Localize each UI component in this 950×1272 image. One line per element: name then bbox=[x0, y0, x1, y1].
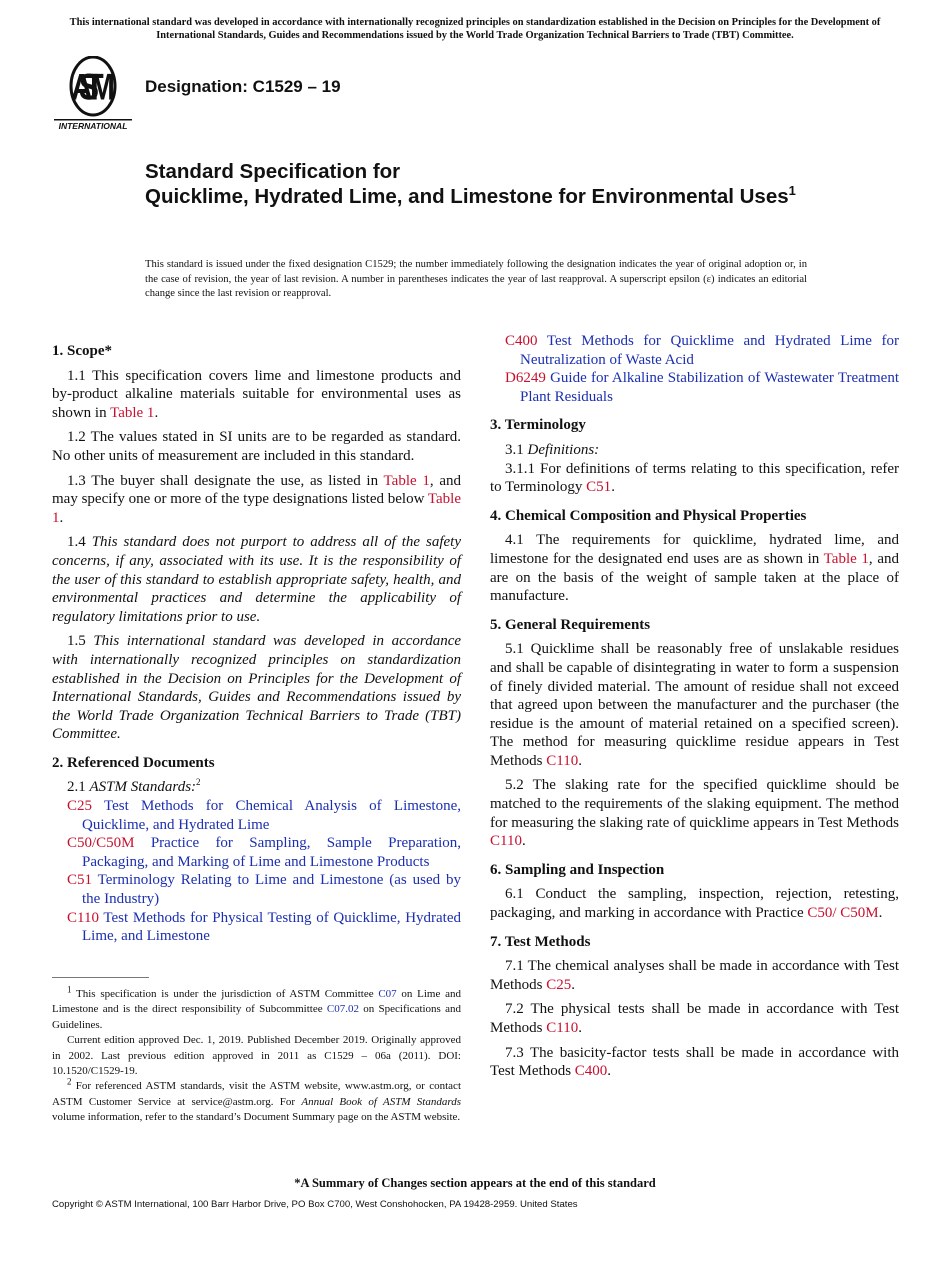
paragraph bbox=[490, 531, 899, 605]
text: This specification is under the jurisdiction of ASTM Committee bbox=[71, 988, 379, 1000]
title-line-2: Quicklime, Hydrated Lime, and Limestone for Environmental Uses bbox=[145, 185, 789, 208]
section-heading bbox=[490, 933, 899, 952]
footnote-rule bbox=[52, 977, 149, 978]
text: For referenced ASTM standards, visit the ASTM website, www.astm.org, or contact ASTM Customer Service at service@astm.org. For bbox=[52, 1080, 461, 1108]
text: volume information, refer to the standard’s Document Summary page on the ASTM website. bbox=[52, 1111, 461, 1124]
referenced-document bbox=[505, 369, 899, 406]
text: 1.3 The buyer shall designate the use, as listed in bbox=[67, 472, 384, 489]
footnote-mark: 1 bbox=[67, 984, 72, 995]
text: 6.1 Conduct the sampling, inspection, rejection, retesting, packaging, and marking in accordance with Practice bbox=[490, 886, 899, 922]
text: This international standard was developed in accordance with internationally recognized principles on standardization established in the Decision on Principles for the Development of International Standards, Guides and Recommendations issued by the World Trade Organization Technical Barriers to Trade (TBT) Committee. bbox=[52, 633, 462, 743]
reference-link[interactable]: C07 bbox=[378, 988, 397, 1000]
text: 7.1 The chemical analyses shall be made in accordance with Test Methods bbox=[490, 958, 899, 993]
reference-link[interactable]: C25 bbox=[546, 976, 572, 993]
copyright: Copyright © ASTM International, 100 Barr Harbor Drive, PO Box C700, West Conshohocken, PA 19428-2959. United States bbox=[52, 1199, 578, 1210]
text: Definitions: bbox=[527, 441, 600, 458]
text: 1.1 This specification covers lime and limestone products and by-product alkaline materials suitable for environmental uses as shown in bbox=[52, 367, 461, 421]
reference-link[interactable]: C51 bbox=[586, 479, 612, 496]
text: . bbox=[521, 833, 526, 850]
paragraph bbox=[52, 472, 461, 528]
referenced-document bbox=[505, 332, 899, 369]
text: 5.1 Quicklime shall be reasonably free of unslakable residues and shall be capable of disintegrating in water to form a suspension of finely divided material. The amount of residue shall not exceed that agreed upon between the manufacturer and the purchaser (the residue is the amount of material retained on a specified screen). The method for measuring quicklime residue appears in Test Methods bbox=[490, 641, 899, 769]
paragraph bbox=[52, 632, 461, 744]
text: 1.5 bbox=[67, 633, 94, 650]
paragraph bbox=[52, 367, 461, 423]
text: 7.2 The physical tests shall be made in accordance with Test Methods bbox=[490, 1001, 899, 1036]
text: 5. General Requirements bbox=[490, 616, 651, 633]
svg-text:ASTM: ASTM bbox=[71, 66, 115, 109]
text: . bbox=[571, 976, 576, 993]
svg-text:INTERNATIONAL: INTERNATIONAL bbox=[58, 121, 128, 131]
right-column bbox=[490, 332, 899, 1087]
reference-link[interactable]: C400 bbox=[505, 333, 538, 349]
text: 3. Terminology bbox=[490, 417, 586, 434]
section-heading bbox=[490, 507, 899, 526]
paragraph bbox=[490, 1044, 899, 1081]
paragraph bbox=[490, 957, 899, 994]
footnote-mark: 2 bbox=[67, 1076, 72, 1087]
paragraph bbox=[490, 776, 899, 850]
text: 4. Chemical Composition and Physical Properties bbox=[490, 507, 807, 524]
paragraph bbox=[52, 1076, 461, 1125]
section-heading bbox=[52, 342, 461, 361]
text: 7. Test Methods bbox=[490, 933, 591, 950]
reference-link[interactable]: D6249 bbox=[505, 370, 546, 387]
section-heading bbox=[490, 416, 899, 435]
reference-link[interactable]: C07.02 bbox=[326, 1003, 359, 1016]
paragraph bbox=[52, 778, 461, 797]
reference-link[interactable]: Test Methods for Chemical Analysis of Limestone, Quicklime, and Hydrated Lime bbox=[82, 798, 461, 833]
reference-link[interactable]: Table 1 bbox=[823, 550, 869, 567]
paragraph bbox=[490, 885, 899, 922]
text: . bbox=[578, 1020, 582, 1036]
left-column bbox=[52, 332, 461, 946]
reference-link[interactable]: C110 bbox=[546, 1020, 579, 1036]
paragraph bbox=[52, 533, 461, 626]
text: 2.1 bbox=[67, 779, 90, 796]
document-title bbox=[145, 159, 845, 209]
text: . bbox=[578, 752, 582, 769]
paragraph bbox=[490, 460, 899, 497]
footnote-mark: 2 bbox=[196, 777, 201, 788]
reference-link[interactable]: Table 1 bbox=[383, 472, 430, 489]
footnotes bbox=[52, 984, 461, 1126]
paragraph bbox=[52, 984, 461, 1033]
reference-link[interactable]: Practice for Sampling, Sample Preparation, Packaging, and Marking of Lime and Limestone Products bbox=[82, 835, 461, 870]
astm-logo bbox=[52, 56, 134, 132]
paragraph bbox=[52, 1033, 461, 1079]
text: on Lime and Limestone and is the direct responsibility of Subcommittee bbox=[52, 988, 461, 1016]
text: 7.3 The basicity-factor tests shall be made in accordance with Test Methods bbox=[490, 1044, 899, 1080]
referenced-document bbox=[67, 909, 461, 946]
referenced-document bbox=[67, 871, 461, 908]
reference-link[interactable]: C110 bbox=[546, 752, 579, 769]
text: 2. Referenced Documents bbox=[52, 754, 215, 771]
text: . bbox=[154, 404, 159, 421]
text: 5.2 The slaking rate for the specified quicklime should be matched to the requirements of the slaking equipment. The method for measuring the slaking rate of quicklime appears in Test Methods bbox=[490, 777, 899, 831]
section-heading bbox=[490, 616, 899, 635]
tbt-notice: This international standard was developed in accordance with internationally recognized principles on standardization established in the Decision on Principles for the Development of International Standards, Guides and Recommendations issued by the World Trade Organization Technical Barriers to Trade (TBT) Committee. bbox=[69, 17, 881, 41]
section-heading bbox=[490, 861, 899, 880]
referenced-document bbox=[67, 834, 461, 871]
text: . bbox=[607, 1063, 612, 1080]
text: This standard does not purport to address all of the safety concerns, if any, associated with its use. It is the responsibility of the user of this standard to establish appropriate safety, health, and environmental practices and determine the applicability of regulatory limitations prior to use. bbox=[52, 534, 462, 625]
text: 1.2 The values stated in SI units are to be regarded as standard. No other units of measurement are included in this standard. bbox=[52, 429, 461, 464]
reference-link[interactable]: C110 bbox=[490, 833, 522, 850]
text: 3.1 bbox=[505, 441, 528, 458]
reference-link[interactable]: Guide for Alkaline Stabilization of Wastewater Treatment Plant Residuals bbox=[520, 370, 899, 405]
section-heading bbox=[52, 754, 461, 773]
paragraph bbox=[490, 640, 899, 770]
title-footnote-mark: 1 bbox=[788, 183, 796, 199]
reference-link[interactable]: C50/C50M bbox=[67, 835, 135, 852]
title-line-1: Standard Specification for bbox=[145, 160, 401, 183]
reference-link[interactable]: C50/ C50M bbox=[807, 905, 879, 922]
reference-link[interactable]: Test Methods for Quicklime and Hydrated Lime for Neutralization of Waste Acid bbox=[520, 333, 899, 368]
reference-link[interactable]: Terminology Relating to Lime and Limestone (as used by the Industry) bbox=[82, 872, 461, 908]
text: 3.1.1 For definitions of terms relating to this specification, refer to Terminology bbox=[490, 460, 899, 496]
designation: Designation: C1529 – 19 bbox=[145, 77, 341, 96]
reference-link[interactable]: Table 1 bbox=[110, 404, 155, 421]
reference-link[interactable]: C110 bbox=[67, 909, 99, 926]
text: on Specifications and Guidelines. bbox=[52, 1003, 461, 1031]
text: 4.1 The requirements for quicklime, hydrated lime, and limestone for the designated end uses are as shown in bbox=[490, 532, 899, 567]
text: 1.4 bbox=[67, 534, 92, 551]
text: . bbox=[878, 905, 883, 922]
reference-link[interactable]: C51 bbox=[67, 872, 93, 889]
reference-link[interactable]: C400 bbox=[574, 1063, 608, 1080]
text: Annual Book of ASTM Standards bbox=[301, 1095, 461, 1108]
summary-of-changes-note: *A Summary of Changes section appears at the end of this standard bbox=[294, 1176, 656, 1190]
paragraph bbox=[490, 1000, 899, 1037]
text: . bbox=[611, 479, 615, 496]
paragraph bbox=[490, 441, 899, 460]
reference-link[interactable]: Table 1 bbox=[52, 491, 461, 526]
referenced-document bbox=[67, 797, 461, 834]
text: Current edition approved Dec. 1, 2019. Published December 2019. Originally approved in 2002. Last previous edition approved in 2011 as C1529 – 06a (2011). DOI: 10.1520/C1529-19. bbox=[52, 1034, 461, 1078]
reference-link[interactable]: Test Methods for Physical Testing of Quicklime, Hydrated Lime, and Limestone bbox=[82, 909, 461, 945]
text: , and are on the basis of the weight of sample taken at the place of manufacture. bbox=[490, 550, 899, 605]
text: 1. Scope* bbox=[52, 343, 112, 359]
text: ASTM Standards: bbox=[89, 779, 197, 796]
paragraph bbox=[52, 428, 461, 465]
text: 6. Sampling and Inspection bbox=[490, 861, 665, 878]
issuance-note: This standard is issued under the fixed designation C1529; the number immediately following the designation indicates the year of original adoption or, in the case of revision, the year of last revision. A number in parentheses indicates the year of last reapproval. A superscript epsilon (ε) indicates an editorial change since the last revision or reapproval. bbox=[145, 259, 807, 299]
text: . bbox=[59, 509, 64, 526]
text: , and may specify one or more of the type designations listed below bbox=[52, 472, 461, 508]
reference-link[interactable]: C25 bbox=[67, 798, 93, 815]
